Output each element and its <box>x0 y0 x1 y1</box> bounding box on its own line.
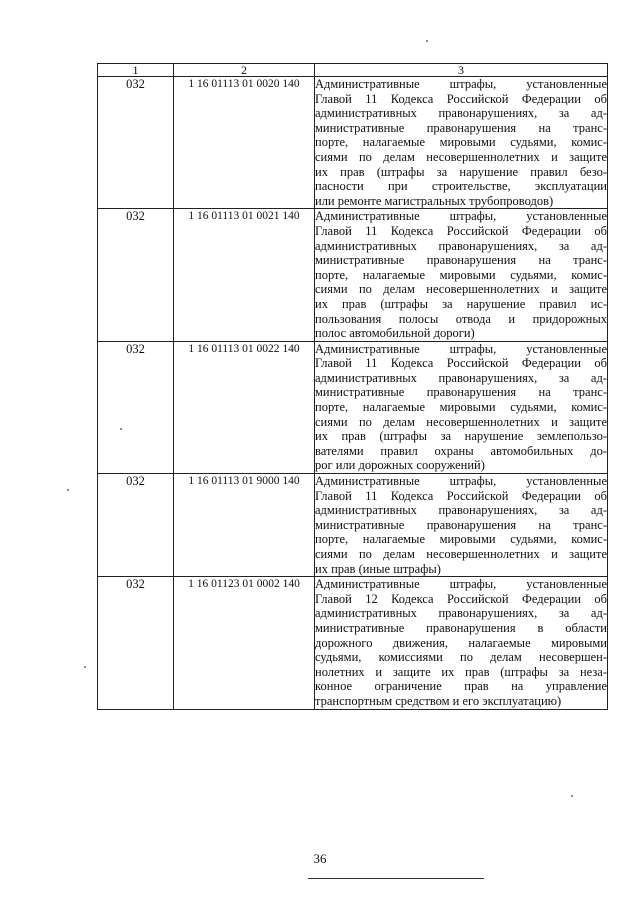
footer-rule <box>308 878 484 879</box>
description-line: порте, налагаемые мировыми судьями, комис- <box>315 400 607 415</box>
description-line: дорожного движения, налагаемые мировыми <box>315 635 607 650</box>
description-line: рог или дорожных сооружений) <box>315 458 485 473</box>
description-line: их прав (штрафы за нарушение правил ис- <box>315 296 607 311</box>
admin-code-cell: 032 <box>98 577 174 709</box>
description-line: Административные штрафы, установленные <box>315 209 607 224</box>
description-line: Административные штрафы, установленные <box>315 577 607 592</box>
description-line: административных правонарушениях, за ад- <box>315 106 607 121</box>
budget-code-cell: 1 16 01123 01 0002 140 <box>174 577 315 709</box>
budget-code-cell: 1 16 01113 01 0020 140 <box>174 77 315 209</box>
description-line: Главой 12 Кодекса Российской Федерации об <box>315 591 607 606</box>
table-header-row <box>98 64 608 77</box>
header-col-1: 1 <box>98 64 174 77</box>
table-row <box>98 77 608 209</box>
description-line: полос автомобильной дороги) <box>315 326 475 341</box>
table-row <box>98 209 608 341</box>
description-line: порте, налагаемые мировыми судьями, комис- <box>315 532 607 547</box>
revenue-description-cell <box>315 474 608 577</box>
header-col-3: 3 <box>315 64 608 77</box>
page-number: 36 <box>313 851 327 866</box>
description-line: Главой 11 Кодекса Российской Федерации об <box>315 488 607 503</box>
description-line: сиями по делам несовершеннолетних и защите <box>315 547 607 561</box>
description-line: Административные штрафы, установленные <box>315 77 607 91</box>
revenue-description-cell <box>315 577 608 709</box>
description-line: Главой 11 Кодекса Российской Федерации об <box>315 91 607 106</box>
description-line: сиями по делам несовершеннолетних и защите <box>315 149 607 164</box>
description-line: Административные штрафы, установленные <box>315 474 607 489</box>
description-line: вателями правил охраны автомобильных до- <box>315 443 607 458</box>
admin-code-cell: 032 <box>98 341 174 473</box>
table-row <box>98 577 608 709</box>
table-row <box>98 341 608 473</box>
revenue-description-cell <box>315 209 608 341</box>
description-line: сиями по делам несовершеннолетних и защите <box>315 282 607 297</box>
description-line: конное ограничение прав на управление <box>315 679 607 694</box>
description-line: или ремонте магистральных трубопроводов) <box>315 193 554 208</box>
description-line: Главой 11 Кодекса Российской Федерации об <box>315 223 607 238</box>
description-line: административных правонарушениях, за ад- <box>315 606 607 621</box>
description-line: министративные правонарушения на транс- <box>315 517 607 532</box>
budget-code-cell: 1 16 01113 01 0021 140 <box>174 209 315 341</box>
scan-speck <box>571 795 573 797</box>
description-line: порте, налагаемые мировыми судьями, комис- <box>315 135 607 150</box>
table-row <box>98 474 608 577</box>
scan-speck <box>67 489 69 491</box>
description-line: министративные правонарушения на транс- <box>315 253 607 268</box>
budget-code-cell: 1 16 01113 01 0022 140 <box>174 341 315 473</box>
description-line: транспортным средством и его эксплуатацию) <box>315 693 562 708</box>
admin-code-cell: 032 <box>98 77 174 209</box>
description-line: Административные штрафы, установленные <box>315 341 607 356</box>
description-line: пасности при строительстве, эксплуатации <box>315 179 607 194</box>
header-col-2: 2 <box>174 64 315 77</box>
revenue-description-cell <box>315 77 608 209</box>
description-line: порте, налагаемые мировыми судьями, комис- <box>315 267 607 282</box>
budget-classification-table <box>97 63 608 710</box>
description-line: пользования полосы отвода и придорожных <box>315 311 607 326</box>
description-line: их прав (штрафы за нарушение правил безо- <box>315 164 607 179</box>
admin-code-cell: 032 <box>98 209 174 341</box>
description-line: их прав (штрафы за нарушение землепользо- <box>315 429 607 444</box>
description-line: министративные правонарушения на транс- <box>315 385 607 400</box>
description-line: судьями, комиссиями по делам несовершен- <box>315 650 607 665</box>
budget-code-cell: 1 16 01113 01 9000 140 <box>174 474 315 577</box>
scan-speck <box>84 666 86 668</box>
admin-code-cell: 032 <box>98 474 174 577</box>
description-line: сиями по делам несовершеннолетних и защите <box>315 414 607 429</box>
description-line: административных правонарушениях, за ад- <box>315 370 607 385</box>
description-line: министративные правонарушения в области <box>315 620 607 635</box>
description-line: административных правонарушениях, за ад- <box>315 238 607 253</box>
scan-speck <box>120 428 122 430</box>
description-line: Главой 11 Кодекса Российской Федерации об <box>315 356 607 371</box>
description-line: их прав (иные штрафы) <box>315 561 441 576</box>
description-line: министративные правонарушения на транс- <box>315 120 607 135</box>
description-line: нолетних и защите их прав (штрафы за неза- <box>315 664 607 679</box>
revenue-description-cell <box>315 341 608 473</box>
description-line: административных правонарушениях, за ад- <box>315 503 607 518</box>
scan-speck <box>426 40 428 42</box>
